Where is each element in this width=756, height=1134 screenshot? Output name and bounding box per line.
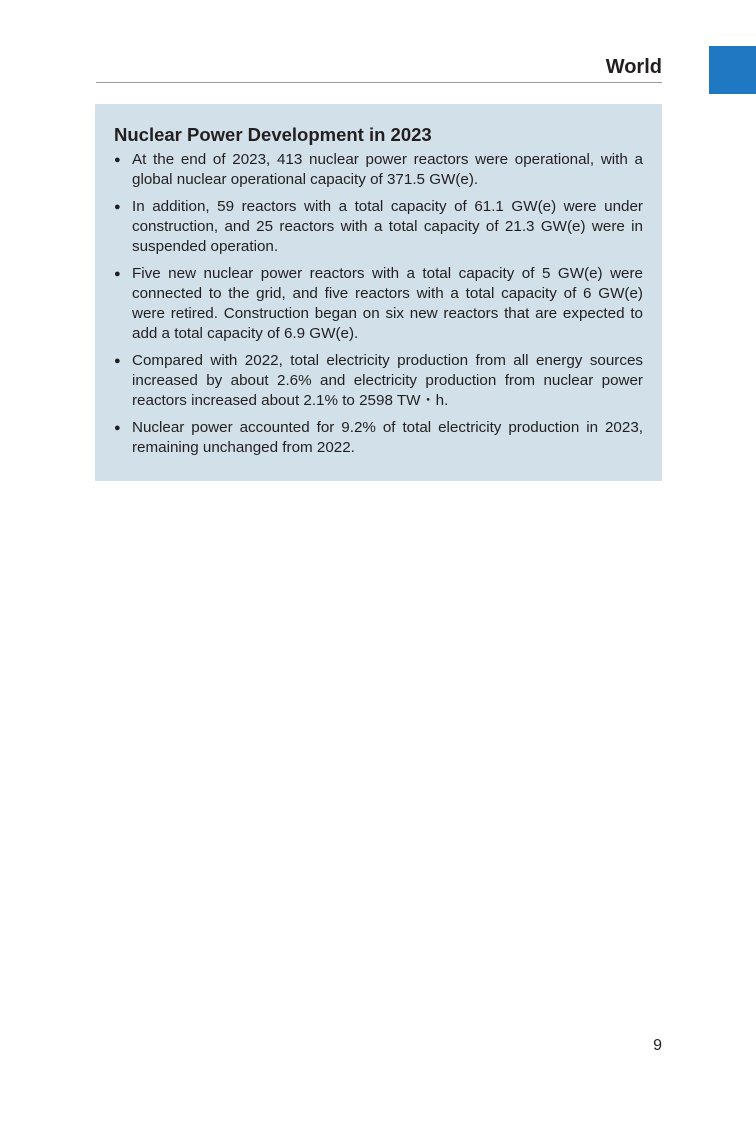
page-number: 9 bbox=[653, 1037, 662, 1054]
bullet-icon: ● bbox=[114, 422, 121, 434]
bullet-text: Five new nuclear power reactors with a total capacity of 5 GW(e) were connected to the grid, and five reactors with a total capacity of 6 GW(e) were retired. Construction began on six new reactors that are expected to add a total capacity of 6.9 GW(e). bbox=[132, 265, 643, 342]
bullet-text: In addition, 59 reactors with a total capacity of 61.1 GW(e) were under construction, and 25 reactors with a total capacity of 21.3 GW(e) were in suspended operation. bbox=[132, 198, 643, 255]
bullet-icon: ● bbox=[114, 355, 121, 367]
bullet-icon: ● bbox=[114, 268, 121, 280]
bullet-list bbox=[113, 150, 643, 458]
section-title: World bbox=[605, 56, 662, 78]
bullet-item bbox=[113, 264, 643, 344]
bullet-icon: ● bbox=[114, 201, 121, 213]
bullet-text: At the end of 2023, 413 nuclear power reactors were operational, with a global nuclear operational capacity of 371.5 GW(e). bbox=[132, 151, 643, 188]
bullet-item bbox=[113, 197, 643, 257]
running-header bbox=[96, 52, 662, 83]
bullet-text: Compared with 2022, total electricity production from all energy sources increased by about 2.6% and electricity production from nuclear power reactors increased about 2.1% to 2598 TW・h. bbox=[132, 352, 643, 409]
bullet-item bbox=[113, 351, 643, 411]
bullet-icon: ● bbox=[114, 154, 121, 166]
bullet-item bbox=[113, 418, 643, 458]
box-title: Nuclear Power Development in 2023 bbox=[114, 124, 432, 145]
section-tab-marker bbox=[709, 46, 756, 94]
info-box bbox=[95, 104, 662, 481]
bullet-item bbox=[113, 150, 643, 190]
bullet-text: Nuclear power accounted for 9.2% of total electricity production in 2023, remaining unchanged from 2022. bbox=[132, 419, 643, 456]
